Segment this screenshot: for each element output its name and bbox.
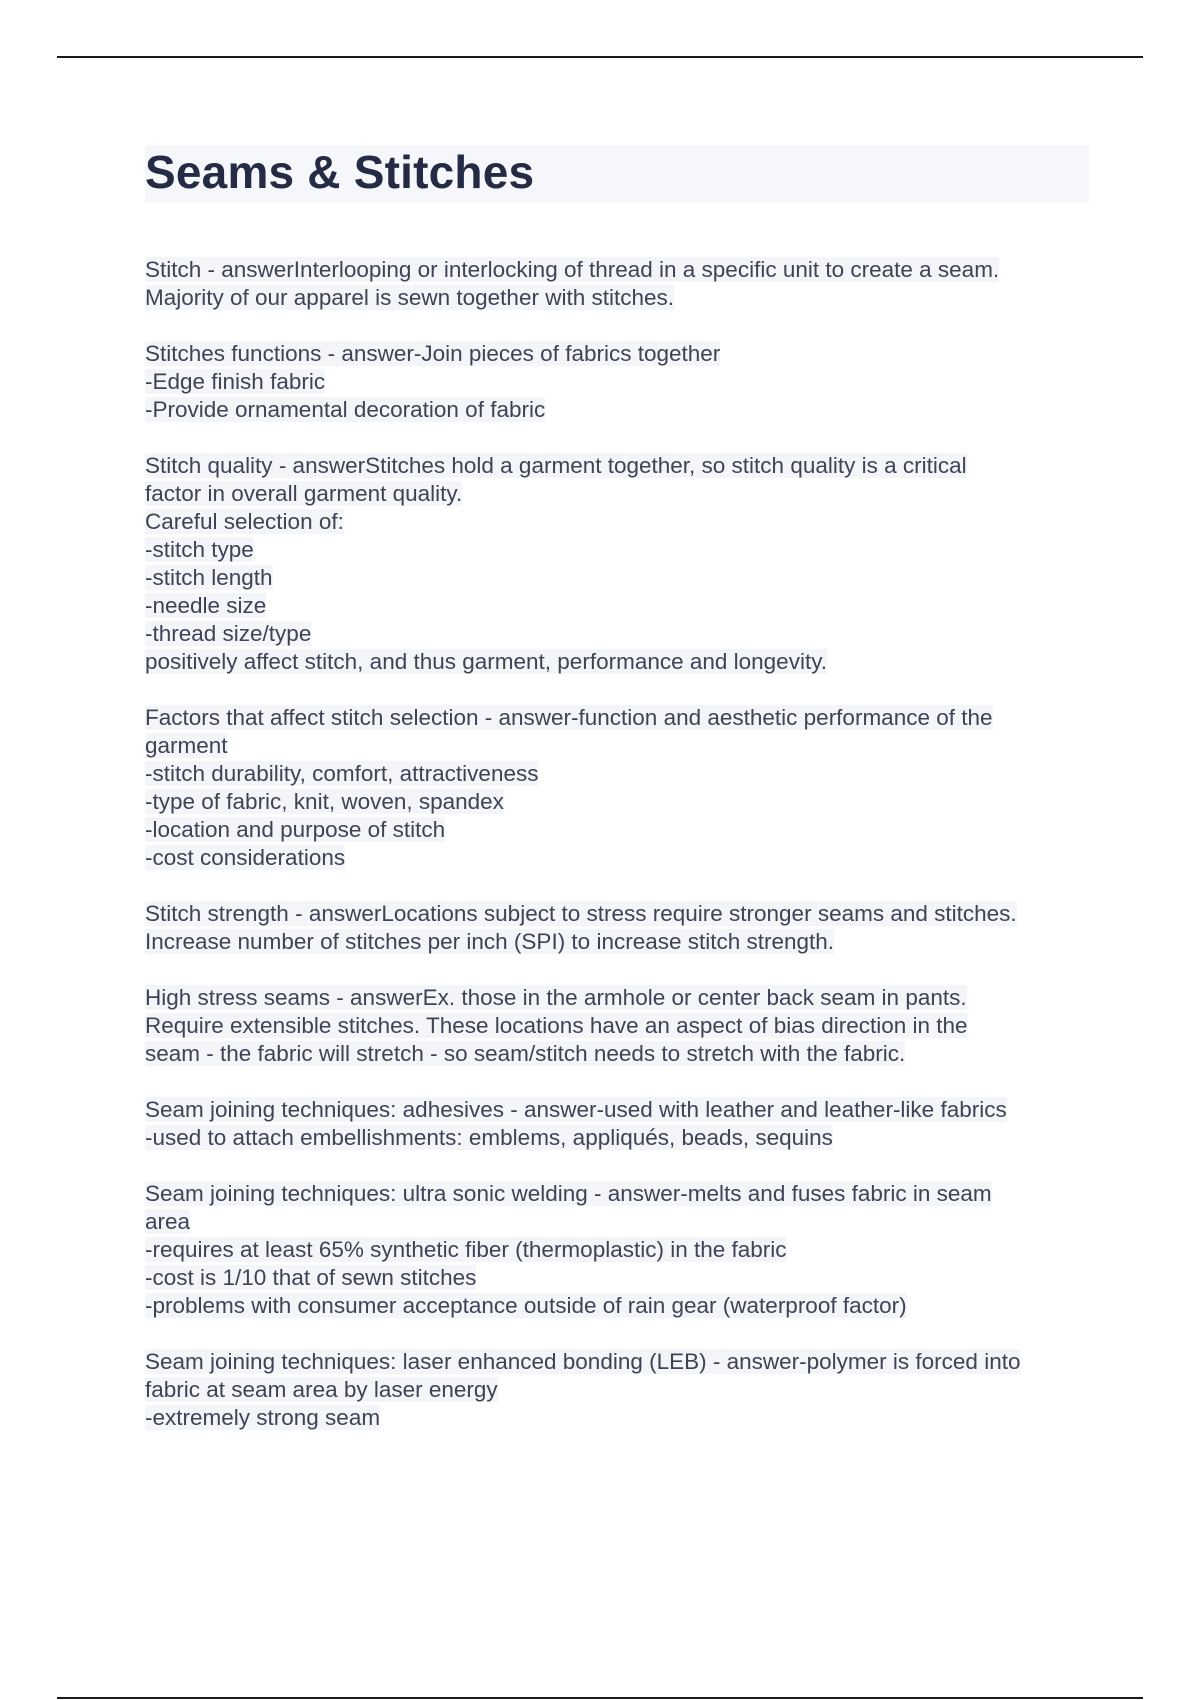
entry-line: Stitch strength - answerLocations subject to stress require stronger seams and stitches.	[145, 901, 1017, 926]
entry-stitch-selection-factors	[145, 704, 1090, 872]
page-title: Seams & Stitches	[145, 146, 535, 198]
entry-line: Require extensible stitches. These locations have an aspect of bias direction in the	[145, 1013, 968, 1038]
entry-line: -cost is 1/10 that of sewn stitches	[145, 1265, 477, 1290]
entry-line: Increase number of stitches per inch (SPI) to increase stitch strength.	[145, 929, 835, 954]
entry-high-stress-seams	[145, 984, 1090, 1068]
entry-line: -thread size/type	[145, 621, 312, 646]
entry-line: -stitch type	[145, 537, 254, 562]
entry-stitch-strength	[145, 900, 1090, 956]
entry-line: -Edge finish fabric	[145, 369, 326, 394]
entry-line: Careful selection of:	[145, 509, 344, 534]
entry-line: Majority of our apparel is sewn together with stitches.	[145, 285, 674, 310]
entry-stitches-functions	[145, 340, 1090, 424]
entry-line: Stitches functions - answer-Join pieces of fabrics together	[145, 341, 721, 366]
entry-line: High stress seams - answerEx. those in the armhole or center back seam in pants.	[145, 985, 967, 1010]
top-rule	[57, 56, 1143, 58]
entry-ultrasonic-welding	[145, 1180, 1090, 1320]
entry-line: factor in overall garment quality.	[145, 481, 463, 506]
entry-line: garment	[145, 733, 228, 758]
entry-line: Stitch quality - answerStitches hold a garment together, so stitch quality is a critical	[145, 453, 967, 478]
entry-adhesives	[145, 1096, 1090, 1152]
entry-line: Seam joining techniques: adhesives - answer-used with leather and leather-like fabrics	[145, 1097, 1007, 1122]
entry-line: -type of fabric, knit, woven, spandex	[145, 789, 504, 814]
entry-line: -stitch durability, comfort, attractiveness	[145, 761, 539, 786]
entry-line: -extremely strong seam	[145, 1405, 381, 1430]
entry-line: -problems with consumer acceptance outside of rain gear (waterproof factor)	[145, 1293, 907, 1318]
entry-stitch	[145, 256, 1090, 312]
entry-line: -requires at least 65% synthetic fiber (thermoplastic) in the fabric	[145, 1237, 787, 1262]
entry-line: positively affect stitch, and thus garment, performance and longevity.	[145, 649, 828, 674]
entry-line: Factors that affect stitch selection - answer-function and aesthetic performance of the	[145, 705, 993, 730]
entry-line: Seam joining techniques: ultra sonic welding - answer-melts and fuses fabric in seam	[145, 1181, 992, 1206]
entry-line: -used to attach embellishments: emblems, appliqués, beads, sequins	[145, 1125, 833, 1150]
entry-line: fabric at seam area by laser energy	[145, 1377, 498, 1402]
entry-line: -location and purpose of stitch	[145, 817, 446, 842]
entry-line: -Provide ornamental decoration of fabric	[145, 397, 546, 422]
bottom-rule	[57, 1697, 1143, 1699]
entry-laser-bonding	[145, 1348, 1090, 1432]
entry-line: area	[145, 1209, 191, 1234]
entry-line: Seam joining techniques: laser enhanced bonding (LEB) - answer-polymer is forced into	[145, 1349, 1021, 1374]
document-body	[145, 256, 1090, 1460]
entry-line: -needle size	[145, 593, 267, 618]
entry-line: -stitch length	[145, 565, 273, 590]
entry-line: seam - the fabric will stretch - so seam/stitch needs to stretch with the fabric.	[145, 1041, 906, 1066]
entry-line: Stitch - answerInterlooping or interlocking of thread in a specific unit to create a seam.	[145, 257, 1000, 282]
entry-stitch-quality	[145, 452, 1090, 676]
entry-line: -cost considerations	[145, 845, 346, 870]
